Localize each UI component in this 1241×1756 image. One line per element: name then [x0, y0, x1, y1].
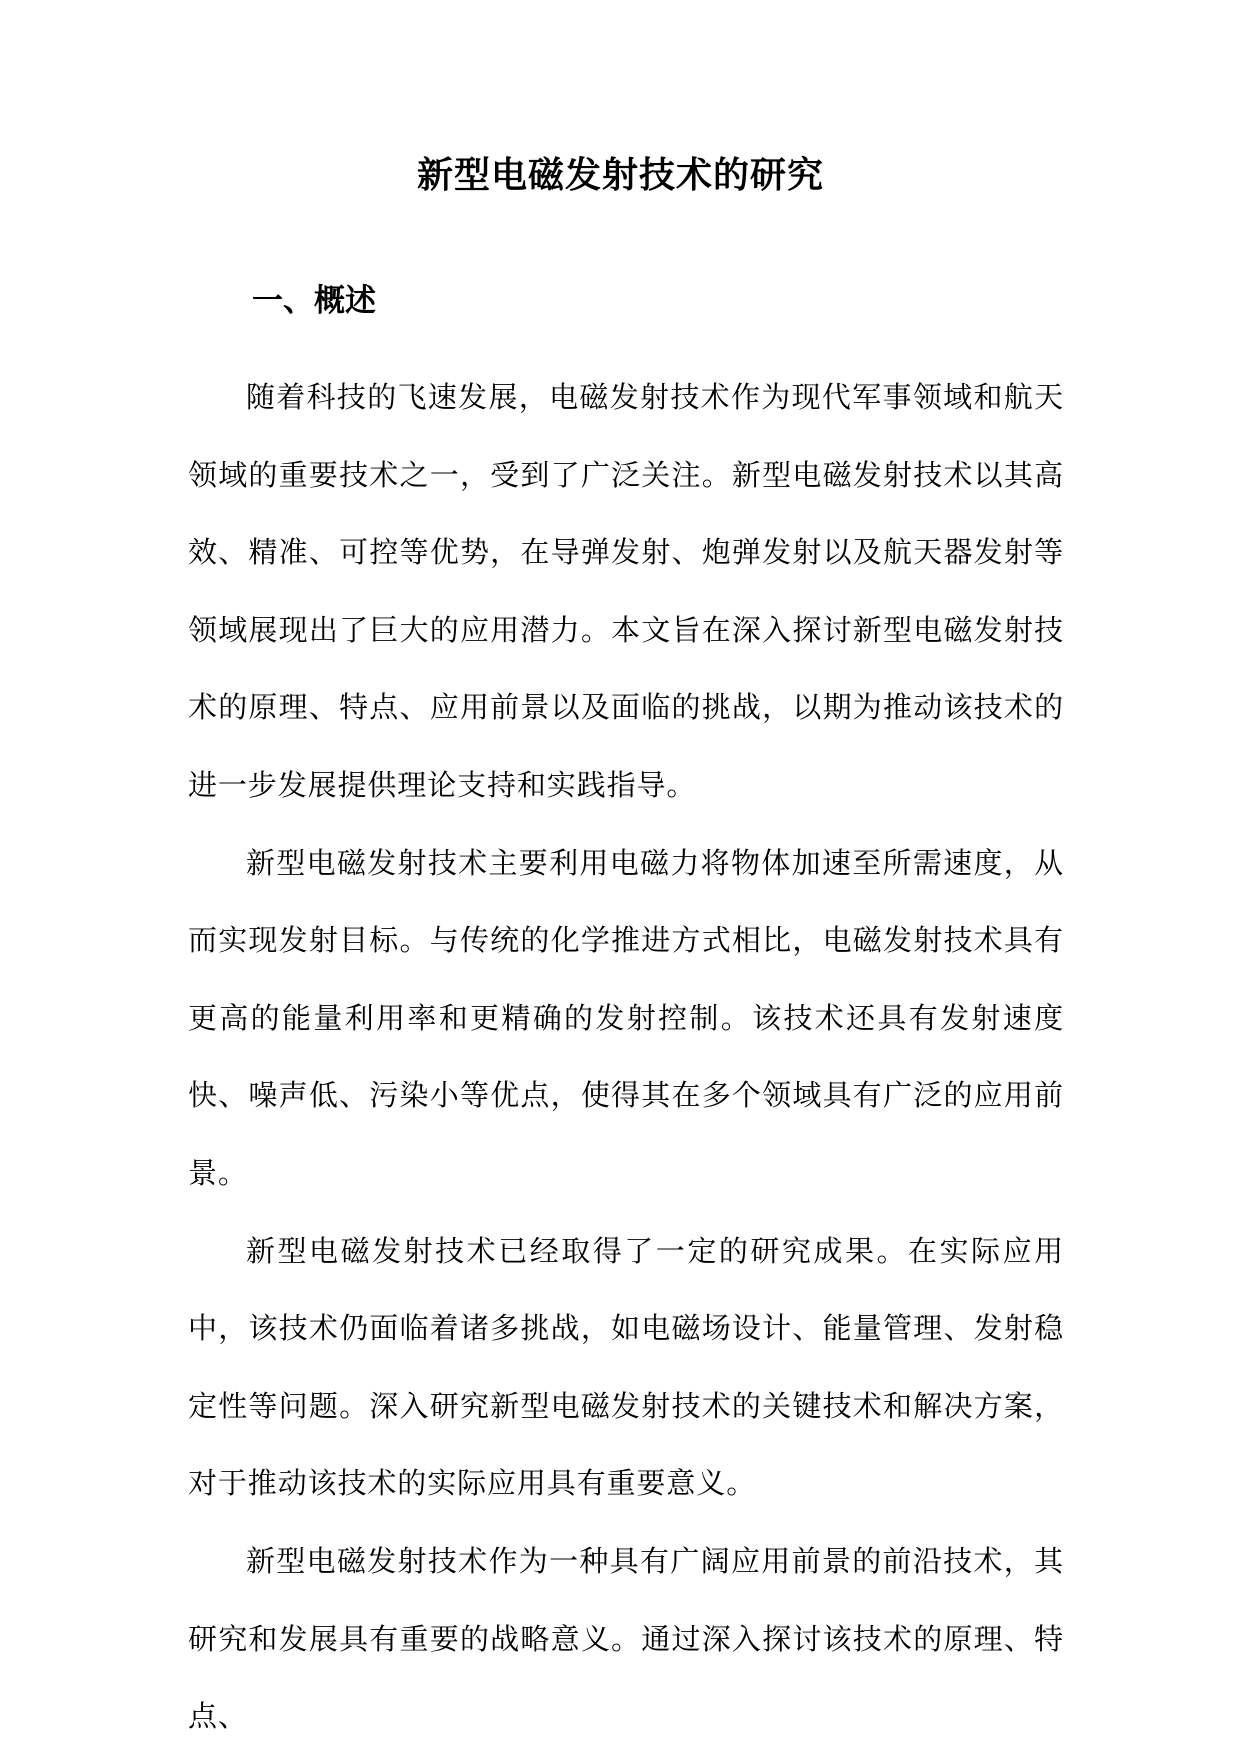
- paragraph: 新型电磁发射技术主要利用电磁力将物体加速至所需速度，从而实现发射目标。与传统的化学推进方式相比，电磁发射技术具有更高的能量利用率和更精确的发射控制。该技术还具有发射速度快、噪声低、污染小等优点，使得其在多个领域具有广泛的应用前景。: [188, 845, 1064, 1190]
- section-heading: 一、概述: [252, 283, 376, 319]
- body-text: [188, 359, 1064, 1756]
- paragraph: 新型电磁发射技术已经取得了一定的研究成果。在实际应用中，该技术仍面临着诸多挑战，如电磁场设计、能量管理、发射稳定性等问题。深入研究新型电磁发射技术的关键技术和解决方案，对于推动该技术的实际应用具有重要意义。: [188, 1233, 1064, 1501]
- paragraph: 新型电磁发射技术作为一种具有广阔应用前景的前沿技术，其研究和发展具有重要的战略意义。通过深入探讨该技术的原理、特点、: [188, 1543, 1064, 1734]
- paragraph: 随着科技的飞速发展，电磁发射技术作为现代军事领域和航天领域的重要技术之一，受到了广泛关注。新型电磁发射技术以其高效、精准、可控等优势，在导弹发射、炮弹发射以及航天器发射等领域展现出了巨大的应用潜力。本文旨在深入探讨新型电磁发射技术的原理、特点、应用前景以及面临的挑战，以期为推动该技术的进一步发展提供理论支持和实践指导。: [188, 380, 1064, 802]
- document-title: 新型电磁发射技术的研究: [416, 154, 824, 196]
